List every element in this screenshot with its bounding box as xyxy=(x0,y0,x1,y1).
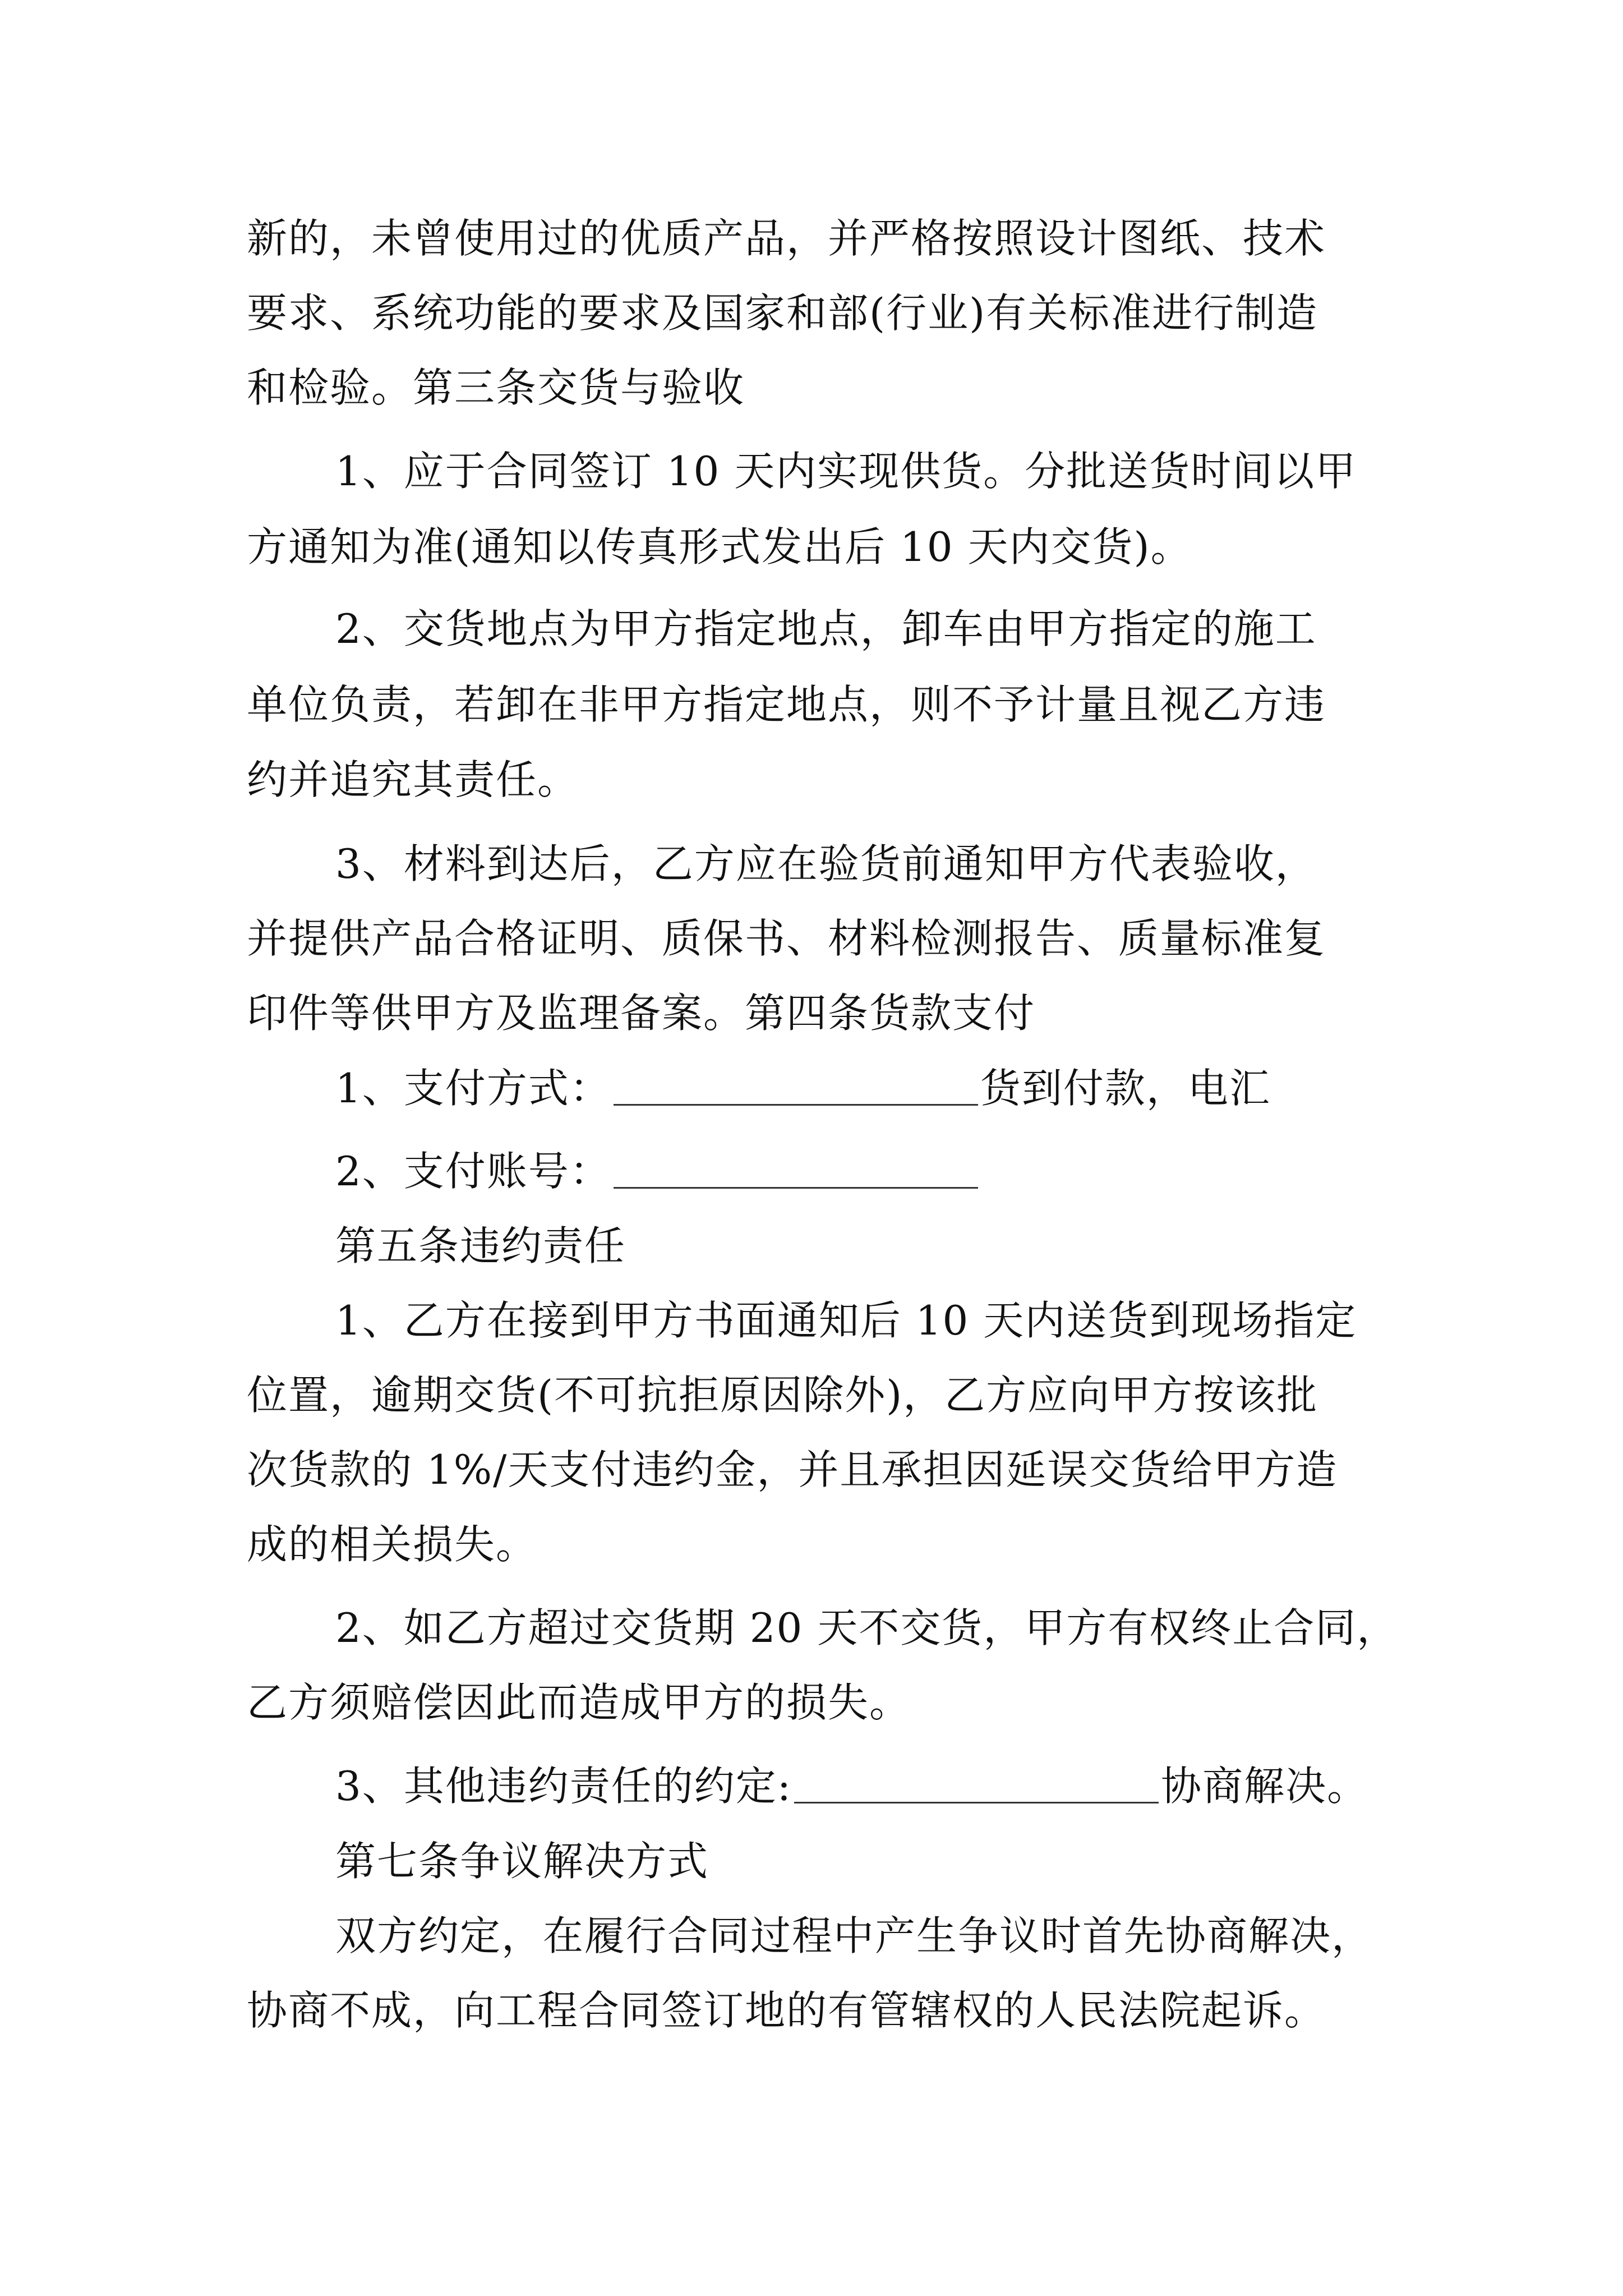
other-liability-blank xyxy=(794,1763,1159,1803)
text-line: 方通知为准(通知以传真形式发出后 10 天内交货)。 xyxy=(247,523,1192,570)
payment-account-line xyxy=(335,1143,1502,1199)
text-line: 成的相关损失。 xyxy=(247,1521,538,1568)
payment-account-label: 2、支付账号： xyxy=(335,1148,611,1195)
text-line: 并提供产品合格证明、质保书、材料检测报告、质量标准复 xyxy=(247,915,1326,962)
payment-account-blank xyxy=(614,1148,978,1189)
text-line: 要求、系统功能的要求及国家和部(行业)有关标准进行制造 xyxy=(247,289,1318,337)
text-line: 1、应于合同签订 10 天内实现供货。分批送货时间以甲 xyxy=(335,448,1357,495)
payment-method-value: 货到付款，电汇 xyxy=(980,1065,1271,1112)
text-line: 次货款的 1%/天支付违约金，并且承担因延误交货给甲方造 xyxy=(247,1446,1338,1493)
text-line: 协商不成，向工程合同签订地的有管辖权的人民法院起诉。 xyxy=(247,1987,1326,2034)
text-line: 2、交货地点为甲方指定地点，卸车由甲方指定的施工 xyxy=(335,605,1317,652)
section-heading: 第五条违约责任 xyxy=(335,1222,626,1269)
text-line: 和检验。第三条交货与验收 xyxy=(247,364,745,411)
text-line: 新的，未曾使用过的优质产品，并严格按照设计图纸、技术 xyxy=(247,215,1326,262)
text-line: 单位负责，若卸在非甲方指定地点，则不予计量且视乙方违 xyxy=(247,681,1326,728)
text-line: 双方约定，在履行合同过程中产生争议时首先协商解决， xyxy=(335,1912,1373,1959)
text-line: 2、如乙方超过交货期 20 天不交货，甲方有权终止合同， xyxy=(335,1604,1399,1651)
other-liability-line xyxy=(335,1758,1502,1814)
payment-method-line xyxy=(335,1060,1502,1116)
text-line: 乙方须赔偿因此而造成甲方的损失。 xyxy=(247,1679,911,1726)
other-liability-label: 3、其他违约责任的约定: xyxy=(335,1763,792,1810)
text-line: 3、材料到达后，乙方应在验货前通知甲方代表验收， xyxy=(335,840,1317,887)
other-liability-value: 协商解决。 xyxy=(1161,1763,1369,1810)
section-heading: 第七条争议解决方式 xyxy=(335,1838,709,1885)
payment-method-label: 1、支付方式： xyxy=(335,1065,611,1112)
text-line: 约并追究其责任。 xyxy=(247,756,579,803)
payment-method-blank xyxy=(614,1065,978,1106)
text-line: 印件等供甲方及监理备案。第四条货款支付 xyxy=(247,990,1036,1037)
text-line: 1、乙方在接到甲方书面通知后 10 天内送货到现场指定 xyxy=(335,1297,1357,1344)
text-line: 位置，逾期交货(不可抗拒原因除外)，乙方应向甲方按该批 xyxy=(247,1372,1318,1419)
